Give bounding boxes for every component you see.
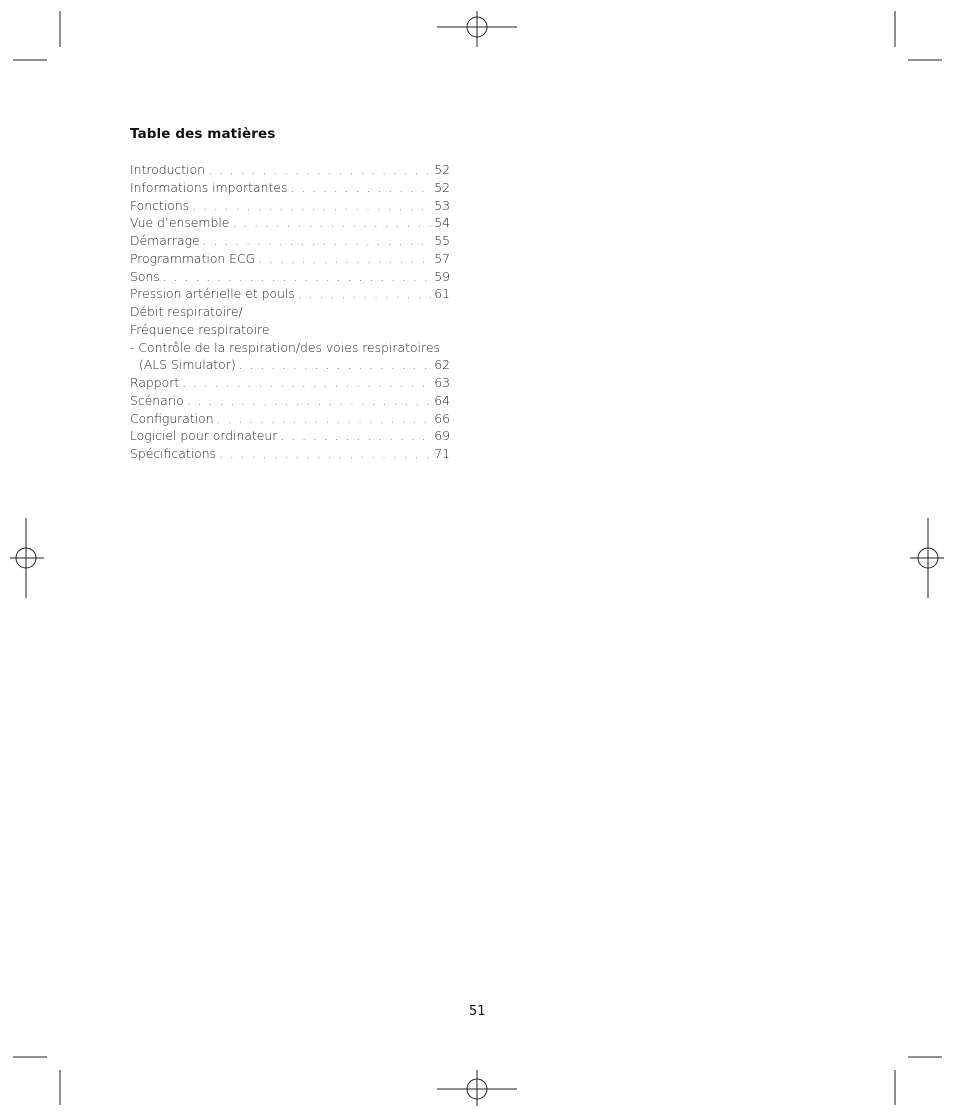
table-of-contents [130, 161, 450, 463]
toc-entry-page: 57 [434, 250, 450, 266]
toc-leader-dots [258, 250, 431, 268]
toc-leader-dots [163, 268, 431, 286]
toc-entry-label: - Contrôle de la respiration/des voies respiratoires [130, 339, 440, 355]
toc-entry-page: 53 [434, 197, 450, 213]
toc-entry[interactable] [130, 197, 450, 215]
registration-mark-bottom [437, 1070, 517, 1106]
toc-leader-dots [280, 427, 431, 445]
crop-mark-top-right [895, 11, 942, 60]
toc-title: Table des matières [130, 126, 276, 142]
crop-mark-bottom-left [13, 1057, 60, 1105]
toc-entry-label: Introduction [130, 162, 206, 177]
toc-entry[interactable] [130, 179, 450, 197]
toc-entry-page: 55 [434, 233, 450, 248]
toc-entry[interactable] [130, 303, 450, 321]
toc-entry[interactable] [130, 232, 450, 250]
toc-leader-dots [192, 197, 431, 215]
toc-entry[interactable] [130, 374, 450, 392]
toc-entry[interactable] [130, 392, 450, 410]
toc-entry[interactable] [130, 250, 450, 268]
toc-leader-dots [219, 445, 431, 463]
toc-entry-label: Démarrage [130, 233, 200, 248]
toc-entry-page: 71 [434, 446, 450, 461]
registration-mark-left [10, 518, 44, 598]
toc-leader-dots [203, 232, 432, 250]
toc-entry-page: 62 [434, 357, 450, 373]
toc-entry-label: Configuration [130, 410, 214, 426]
toc-entry-label: Vue d’ensemble [130, 215, 230, 231]
toc-leader-dots [187, 392, 431, 410]
page-number: 51 [469, 1004, 486, 1019]
toc-entry[interactable] [130, 427, 450, 445]
toc-entry[interactable] [130, 339, 450, 357]
toc-entry-page: 54 [434, 215, 450, 231]
toc-entry[interactable] [130, 356, 450, 374]
crop-mark-bottom-right [895, 1057, 942, 1105]
toc-entry[interactable] [130, 410, 450, 428]
toc-entry[interactable] [130, 445, 450, 463]
registration-mark-top [437, 11, 517, 47]
toc-entry-page: 66 [434, 410, 450, 426]
toc-entry-label: Fréquence respiratoire [130, 321, 270, 337]
toc-leader-dots [290, 179, 431, 197]
toc-entry-label: (ALS Simulator) [139, 357, 236, 373]
toc-entry-label: Logiciel pour ordinateur [130, 428, 278, 444]
toc-entry-label: Débit respiratoire/ [130, 304, 243, 319]
toc-entry-page: 63 [434, 375, 450, 390]
toc-entry-label: Informations importantes [130, 179, 288, 195]
toc-entry-page: 52 [434, 162, 450, 177]
toc-entry[interactable] [130, 214, 450, 232]
toc-entry-label: Scénario [130, 392, 184, 408]
toc-leader-dots [217, 410, 432, 428]
toc-entry-page: 61 [434, 286, 450, 302]
toc-entry[interactable] [130, 161, 450, 179]
toc-entry-page: 64 [434, 392, 450, 408]
crop-mark-top-left [13, 11, 60, 60]
toc-entry-label: Pression artérielle et pouls [130, 286, 295, 302]
registration-mark-right [910, 518, 944, 598]
toc-leader-dots [182, 374, 431, 392]
toc-leader-dots [208, 161, 431, 179]
toc-entry-label: Programmation ECG [130, 250, 256, 266]
toc-entry[interactable] [130, 321, 450, 339]
toc-entry[interactable] [130, 268, 450, 286]
toc-entry-label: Sons [130, 268, 160, 284]
toc-entry-label: Fonctions [130, 197, 190, 213]
toc-entry-page: 59 [434, 268, 450, 284]
toc-entry-label: Spécifications [130, 446, 217, 461]
toc-leader-dots [232, 214, 431, 232]
toc-leader-dots [239, 356, 432, 374]
toc-entry[interactable] [130, 285, 450, 303]
toc-entry-label: Rapport [130, 375, 180, 390]
toc-entry-page: 69 [434, 428, 450, 444]
toc-entry-page: 52 [434, 179, 450, 195]
toc-leader-dots [298, 285, 431, 303]
